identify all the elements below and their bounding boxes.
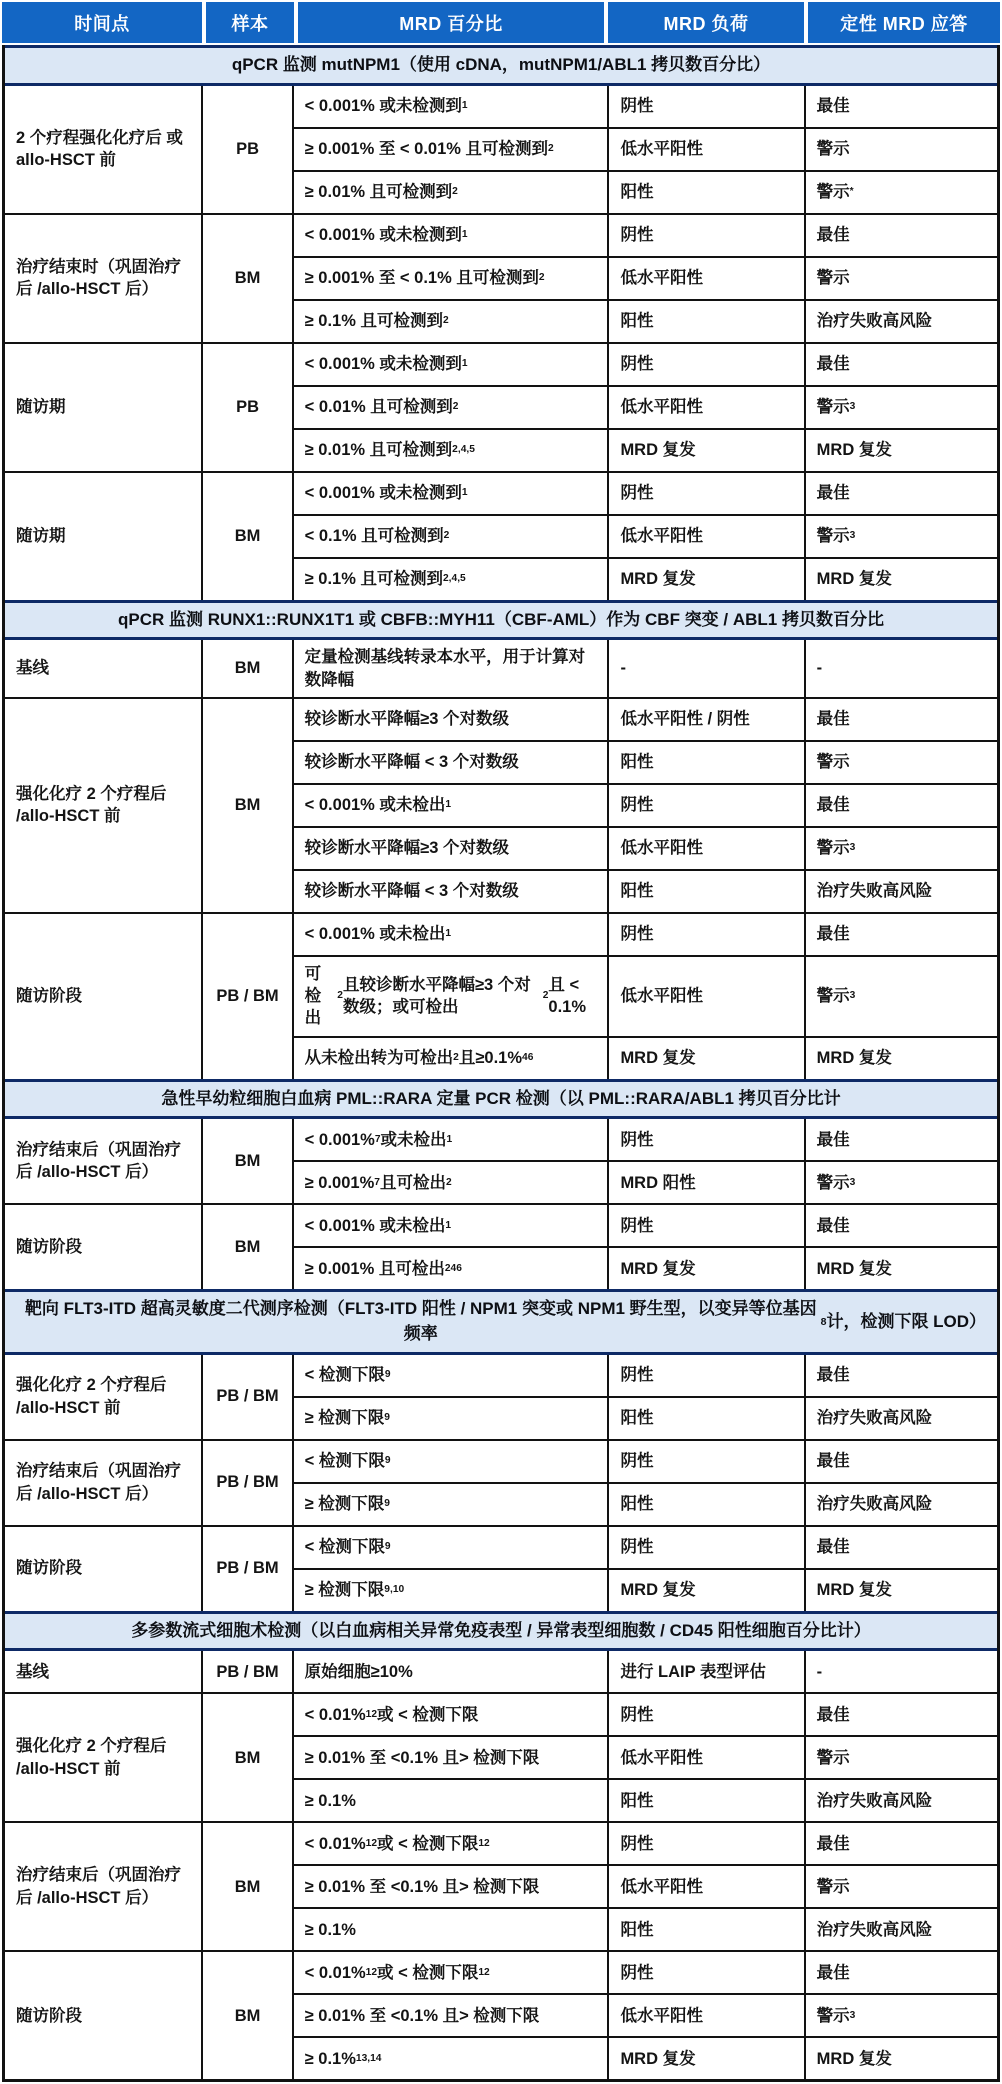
- group-rows: [294, 1355, 997, 1439]
- cell-mrd-percentage: < 0.01% 12 或 < 检测下限 12: [294, 1823, 610, 1864]
- section-header: 靶向 FLT3-ITD 超高灵敏度二代测序检测（FLT3-ITD 阳性 / NPM1 突变或 NPM1 野生型，以变异等位基因频率 8 计，检测下限 LOD）: [5, 1289, 997, 1354]
- cell-mrd-response: 最佳: [816, 1216, 850, 1235]
- cell-mrd-percentage: < 0.001% 7 或未检出 1: [294, 1119, 610, 1160]
- cell-mrd-load: 低水平阳性 / 阴性: [609, 699, 805, 740]
- cell-mrd-percentage: ≥ 0.1% 且可检测到 2,4,5: [294, 559, 610, 600]
- table-row: [294, 955, 997, 1036]
- cell-mrd-load: 阳性: [609, 301, 805, 342]
- cell-mrd-percentage: < 0.001% 或未检测到 1: [294, 215, 610, 256]
- cell-mrd-percentage: < 0.001% 或未检出 1: [294, 785, 610, 826]
- cell-mrd-load: -: [609, 640, 805, 697]
- cell-sample: BM: [203, 1119, 293, 1203]
- cell-mrd-load: 低水平阳性: [609, 1995, 805, 2036]
- cell-mrd-percentage: ≥ 0.1%: [294, 1780, 610, 1821]
- cell-mrd-load: MRD 复发: [609, 1570, 805, 1611]
- cell-mrd-percentage: 较诊断水平降幅 < 3 个对数级: [294, 742, 610, 783]
- table-row: [294, 1119, 997, 1160]
- row-group: [5, 1821, 997, 1950]
- cell-mrd-load: 阴性: [609, 1823, 805, 1864]
- cell-mrd-percentage: ≥ 0.001% 7 且可检出 2: [294, 1162, 610, 1203]
- cell-mrd-percentage: 可检出 2 且较诊断水平降幅≥3 个对数级；或可检出 2 且 < 0.1%: [294, 957, 610, 1036]
- group-rows: [294, 914, 997, 1079]
- cell-mrd-response: 最佳: [816, 484, 850, 502]
- cell-mrd-percentage: ≥ 检测下限 9,10: [294, 1570, 610, 1611]
- cell-mrd-response: 治疗失败高风险: [816, 1920, 933, 1939]
- cell-timepoint: 强化化疗 2 个疗程后 /allo-HSCT 前: [5, 699, 203, 912]
- cell-sample: BM: [203, 640, 293, 697]
- table-row: [294, 699, 997, 740]
- row-group: [5, 213, 997, 342]
- cell-mrd-response: 治疗失败高风险: [816, 882, 933, 901]
- table-row: [294, 514, 997, 557]
- cell-mrd-percentage: < 检测下限 9: [294, 1355, 610, 1396]
- cell-sample: BM: [203, 1205, 293, 1289]
- cell-mrd-load: 阴性: [609, 785, 805, 826]
- cell-mrd-load: 阴性: [609, 1205, 805, 1246]
- cell-mrd-response: 最佳: [816, 1963, 850, 1982]
- table-row: [294, 1778, 997, 1821]
- cell-mrd-response: MRD 复发: [816, 1580, 892, 1599]
- cell-mrd-percentage: ≥ 0.1% 13,14: [294, 2038, 610, 2079]
- cell-mrd-percentage: ≥ 检测下限 9: [294, 1484, 610, 1525]
- group-rows: [294, 86, 997, 213]
- cell-mrd-load: 低水平阳性: [609, 957, 805, 1036]
- cell-mrd-load: 阴性: [609, 215, 805, 256]
- table-row: [294, 1735, 997, 1778]
- column-header-timepoint: 时间点: [2, 2, 202, 43]
- cell-mrd-load: 阳性: [609, 1909, 805, 1950]
- cell-mrd-response: 最佳: [816, 925, 850, 944]
- cell-mrd-load: 低水平阳性: [609, 129, 805, 170]
- group-rows: [294, 1952, 997, 2079]
- group-rows: [294, 473, 997, 600]
- cell-mrd-load: 阴性: [609, 1119, 805, 1160]
- cell-mrd-load: 阴性: [609, 1441, 805, 1482]
- cell-mrd-response: 警示 3: [816, 987, 856, 1006]
- cell-sample: BM: [203, 1952, 293, 2079]
- cell-timepoint: 随访阶段: [5, 914, 203, 1079]
- group-rows: [294, 1694, 997, 1821]
- cell-mrd-response: 警示 3: [816, 2006, 856, 2025]
- cell-sample: PB / BM: [203, 914, 293, 1079]
- cell-mrd-load: 低水平阳性: [609, 516, 805, 557]
- cell-mrd-percentage: < 0.001% 或未检测到 1: [294, 473, 610, 514]
- cell-mrd-response: 治疗失败高风险: [816, 1494, 933, 1513]
- row-group: [5, 86, 997, 213]
- cell-mrd-load: MRD 复发: [609, 559, 805, 600]
- table-row: [294, 1993, 997, 2036]
- table-row: [294, 1396, 997, 1439]
- cell-timepoint: 基线: [5, 640, 203, 697]
- table-row: [294, 826, 997, 869]
- cell-mrd-percentage: ≥ 0.01% 至 <0.1% 且> 检测下限: [294, 1995, 610, 2036]
- cell-mrd-percentage: ≥ 0.01% 且可检测到 2,4,5: [294, 430, 610, 471]
- cell-mrd-response: 警示: [816, 140, 850, 158]
- table-row: [294, 740, 997, 783]
- cell-mrd-response: 最佳: [816, 226, 850, 244]
- cell-mrd-percentage: < 0.001% 或未检测到 1: [294, 344, 610, 385]
- cell-mrd-response: 警示 3: [816, 398, 856, 416]
- cell-mrd-response: 治疗失败高风险: [816, 1408, 933, 1427]
- table-row: [294, 640, 997, 697]
- table-row: [294, 1864, 997, 1907]
- cell-sample: PB: [203, 344, 293, 471]
- cell-mrd-response: 最佳: [816, 97, 850, 115]
- group-rows: [294, 1441, 997, 1525]
- cell-mrd-percentage: 定量检测基线转录本水平，用于计算对数降幅: [294, 640, 610, 697]
- table-row: [294, 869, 997, 912]
- cell-mrd-load: 低水平阳性: [609, 1737, 805, 1778]
- row-group: [5, 1203, 997, 1289]
- cell-mrd-load: 阴性: [609, 473, 805, 514]
- table-row: [294, 170, 997, 213]
- cell-mrd-response: MRD 复发: [816, 570, 892, 588]
- cell-mrd-percentage: ≥ 0.001% 至 < 0.1% 且可检测到 2: [294, 258, 610, 299]
- table-row: [294, 1907, 997, 1950]
- group-rows: [294, 1823, 997, 1950]
- cell-sample: BM: [203, 215, 293, 342]
- cell-mrd-load: 低水平阳性: [609, 828, 805, 869]
- cell-mrd-response: 最佳: [816, 710, 850, 729]
- cell-mrd-load: 阴性: [609, 914, 805, 955]
- row-group: [5, 1355, 997, 1439]
- cell-mrd-response: 警示: [816, 1877, 850, 1896]
- cell-mrd-percentage: < 0.01% 12 或 < 检测下限 12: [294, 1952, 610, 1993]
- cell-sample: BM: [203, 473, 293, 600]
- row-group: [5, 1439, 997, 1525]
- cell-sample: PB: [203, 86, 293, 213]
- table-row: [294, 256, 997, 299]
- table-row: [294, 428, 997, 471]
- cell-mrd-response: MRD 复发: [816, 2049, 892, 2068]
- cell-timepoint: 强化化疗 2 个疗程后 /allo-HSCT 前: [5, 1355, 203, 1439]
- section-header: qPCR 监测 mutNPM1（使用 cDNA，mutNPM1/ABL1 拷贝数百分比）: [5, 45, 997, 86]
- row-group: [5, 697, 997, 912]
- cell-mrd-load: 低水平阳性: [609, 1866, 805, 1907]
- group-rows: [294, 640, 997, 697]
- row-group: [5, 1950, 997, 2079]
- cell-timepoint: 治疗结束后（巩固治疗后 /allo-HSCT 后）: [5, 1441, 203, 1525]
- cell-mrd-load: 阳性: [609, 742, 805, 783]
- cell-sample: PB / BM: [203, 1527, 293, 1611]
- cell-mrd-load: 阳性: [609, 172, 805, 213]
- cell-mrd-load: MRD 复发: [609, 1038, 805, 1079]
- cell-mrd-load: 低水平阳性: [609, 258, 805, 299]
- cell-mrd-percentage: < 0.01% 12 或 < 检测下限: [294, 1694, 610, 1735]
- cell-mrd-response: 警示 3: [816, 1173, 856, 1192]
- column-header-sample: 样本: [206, 2, 294, 43]
- cell-mrd-percentage: ≥ 检测下限 9: [294, 1398, 610, 1439]
- cell-sample: BM: [203, 699, 293, 912]
- table-row: [294, 1246, 997, 1289]
- section-header: qPCR 监测 RUNX1::RUNX1T1 或 CBFB::MYH11（CBF-AML）作为 CBF 突变 / ABL1 拷贝数百分比: [5, 600, 997, 641]
- cell-timepoint: 治疗结束后（巩固治疗后 /allo-HSCT 后）: [5, 1119, 203, 1203]
- cell-mrd-response: 警示: [816, 269, 850, 287]
- row-group: [5, 912, 997, 1079]
- cell-mrd-load: 阳性: [609, 1780, 805, 1821]
- cell-mrd-response: 最佳: [816, 1834, 850, 1853]
- table-row: [294, 914, 997, 955]
- cell-timepoint: 治疗结束时（巩固治疗后 /allo-HSCT 后）: [5, 215, 203, 342]
- cell-mrd-percentage: ≥ 0.1% 且可检测到 2: [294, 301, 610, 342]
- table-row: [294, 1651, 997, 1692]
- cell-mrd-response: -: [816, 1662, 823, 1681]
- table-row: [294, 2036, 997, 2079]
- table-row: [294, 344, 997, 385]
- cell-mrd-percentage: ≥ 0.01% 且可检测到 2: [294, 172, 610, 213]
- group-rows: [294, 1205, 997, 1289]
- cell-mrd-load: 低水平阳性: [609, 387, 805, 428]
- cell-mrd-response: 警示 3: [816, 527, 856, 545]
- cell-mrd-percentage: < 检测下限 9: [294, 1441, 610, 1482]
- cell-timepoint: 基线: [5, 1651, 203, 1692]
- cell-mrd-percentage: < 0.1% 且可检测到 2: [294, 516, 610, 557]
- cell-mrd-percentage: ≥ 0.01% 至 <0.1% 且> 检测下限: [294, 1866, 610, 1907]
- table-row: [294, 557, 997, 600]
- table-header-row: [2, 2, 1000, 43]
- cell-mrd-response: MRD 复发: [816, 1048, 892, 1067]
- table-row: [294, 1160, 997, 1203]
- cell-timepoint: 随访阶段: [5, 1952, 203, 2079]
- column-header-mrd-response: 定性 MRD 应答: [808, 2, 1000, 43]
- mrd-table-body: [2, 45, 1000, 2082]
- cell-mrd-response: 治疗失败高风险: [816, 1791, 933, 1810]
- cell-mrd-percentage: < 0.001% 或未检出 1: [294, 1205, 610, 1246]
- cell-timepoint: 2 个疗程强化化疗后 或 allo-HSCT 前: [5, 86, 203, 213]
- cell-mrd-response: 警示: [816, 1748, 850, 1767]
- cell-sample: PB / BM: [203, 1355, 293, 1439]
- table-row: [294, 1355, 997, 1396]
- cell-mrd-response: 治疗失败高风险: [816, 312, 933, 330]
- section-header: 多参数流式细胞术检测（以白血病相关异常免疫表型 / 异常表型细胞数 / CD45 阳性细胞百分比计）: [5, 1611, 997, 1652]
- cell-mrd-load: 阳性: [609, 1398, 805, 1439]
- table-row: [294, 127, 997, 170]
- cell-mrd-percentage: < 检测下限 9: [294, 1527, 610, 1568]
- row-group: [5, 1525, 997, 1611]
- cell-mrd-percentage: 从未检出转为可检出 2 且≥0.1% 46: [294, 1038, 610, 1079]
- cell-mrd-response: 最佳: [816, 796, 850, 815]
- cell-mrd-load: 阴性: [609, 1694, 805, 1735]
- table-row: [294, 385, 997, 428]
- table-row: [294, 86, 997, 127]
- table-row: [294, 1952, 997, 1993]
- row-group: [5, 640, 997, 697]
- cell-mrd-response: 最佳: [816, 1130, 850, 1149]
- row-group: [5, 1692, 997, 1821]
- column-header-mrd-load: MRD 负荷: [608, 2, 804, 43]
- cell-mrd-load: 进行 LAIP 表型评估: [609, 1651, 805, 1692]
- cell-sample: BM: [203, 1823, 293, 1950]
- cell-mrd-percentage: < 0.001% 或未检出 1: [294, 914, 610, 955]
- section-header: 急性早幼粒细胞白血病 PML::RARA 定量 PCR 检测（以 PML::RARA/ABL1 拷贝百分比计: [5, 1079, 997, 1120]
- cell-mrd-response: 警示 *: [816, 183, 854, 201]
- group-rows: [294, 1651, 997, 1692]
- cell-timepoint: 随访阶段: [5, 1205, 203, 1289]
- group-rows: [294, 215, 997, 342]
- table-row: [294, 1036, 997, 1079]
- cell-mrd-response: 最佳: [816, 1365, 850, 1384]
- cell-mrd-response: 警示: [816, 753, 850, 772]
- cell-mrd-percentage: < 0.01% 且可检测到 2: [294, 387, 610, 428]
- cell-mrd-percentage: ≥ 0.01% 至 <0.1% 且> 检测下限: [294, 1737, 610, 1778]
- row-group: [5, 1119, 997, 1203]
- cell-mrd-response: 最佳: [816, 1705, 850, 1724]
- cell-sample: BM: [203, 1694, 293, 1821]
- group-rows: [294, 1527, 997, 1611]
- table-row: [294, 1694, 997, 1735]
- table-row: [294, 1441, 997, 1482]
- table-row: [294, 1482, 997, 1525]
- cell-sample: PB / BM: [203, 1651, 293, 1692]
- table-row: [294, 215, 997, 256]
- cell-mrd-load: 阳性: [609, 871, 805, 912]
- cell-mrd-percentage: ≥ 0.1%: [294, 1909, 610, 1950]
- cell-mrd-percentage: < 0.001% 或未检测到 1: [294, 86, 610, 127]
- cell-mrd-response: 最佳: [816, 355, 850, 373]
- cell-timepoint: 随访期: [5, 344, 203, 471]
- cell-mrd-load: 阴性: [609, 344, 805, 385]
- cell-mrd-percentage: 较诊断水平降幅≥3 个对数级: [294, 699, 610, 740]
- cell-mrd-response: 警示 3: [816, 839, 856, 858]
- cell-mrd-response: -: [816, 659, 823, 678]
- cell-mrd-percentage: ≥ 0.001% 至 < 0.01% 且可检测到 2: [294, 129, 610, 170]
- cell-mrd-response: 最佳: [816, 1451, 850, 1470]
- cell-mrd-load: 阴性: [609, 1952, 805, 1993]
- table-row: [294, 1568, 997, 1611]
- cell-mrd-load: MRD 复发: [609, 1248, 805, 1289]
- cell-mrd-percentage: ≥ 0.001% 且可检出 246: [294, 1248, 610, 1289]
- cell-mrd-response: 最佳: [816, 1537, 850, 1556]
- cell-mrd-load: MRD 阳性: [609, 1162, 805, 1203]
- row-group: [5, 1651, 997, 1692]
- table-row: [294, 1527, 997, 1568]
- table-row: [294, 473, 997, 514]
- cell-timepoint: 随访期: [5, 473, 203, 600]
- cell-timepoint: 治疗结束后（巩固治疗后 /allo-HSCT 后）: [5, 1823, 203, 1950]
- table-row: [294, 1823, 997, 1864]
- group-rows: [294, 1119, 997, 1203]
- row-group: [5, 471, 997, 600]
- cell-mrd-percentage: 较诊断水平降幅 < 3 个对数级: [294, 871, 610, 912]
- table-row: [294, 1205, 997, 1246]
- cell-mrd-load: 阴性: [609, 1355, 805, 1396]
- cell-mrd-percentage: 较诊断水平降幅≥3 个对数级: [294, 828, 610, 869]
- cell-mrd-load: MRD 复发: [609, 2038, 805, 2079]
- group-rows: [294, 344, 997, 471]
- cell-mrd-load: 阴性: [609, 86, 805, 127]
- column-header-mrd-percentage: MRD 百分比: [298, 2, 604, 43]
- cell-sample: PB / BM: [203, 1441, 293, 1525]
- cell-timepoint: 强化化疗 2 个疗程后 /allo-HSCT 前: [5, 1694, 203, 1821]
- cell-mrd-percentage: 原始细胞≥10%: [294, 1651, 610, 1692]
- group-rows: [294, 699, 997, 912]
- row-group: [5, 342, 997, 471]
- cell-mrd-load: MRD 复发: [609, 430, 805, 471]
- table-row: [294, 299, 997, 342]
- cell-timepoint: 随访阶段: [5, 1527, 203, 1611]
- cell-mrd-response: MRD 复发: [816, 1259, 892, 1278]
- cell-mrd-load: 阳性: [609, 1484, 805, 1525]
- cell-mrd-load: 阴性: [609, 1527, 805, 1568]
- table-row: [294, 783, 997, 826]
- cell-mrd-response: MRD 复发: [816, 441, 892, 459]
